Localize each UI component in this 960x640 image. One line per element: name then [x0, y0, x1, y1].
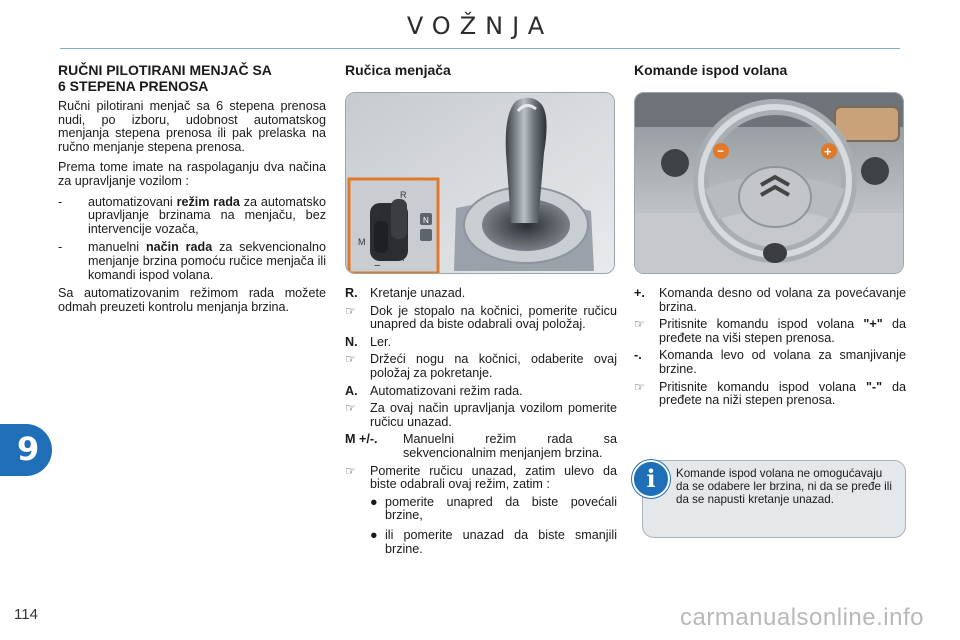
- instruction-row-neutral: ☞ Držeći nogu na kočnici, odaberite ovaj položaj za pokretanje.: [345, 352, 617, 380]
- intro-paragraph: Ručni pilotirani menjač sa 6 stepena prenosa nudi, po izboru, udobnost automatskog menjanja stepena prenosa ili pak prelaska na ručno menjanje stepena prenosa.: [58, 99, 326, 154]
- mode-text-bold: režim rada: [176, 194, 240, 209]
- mode-item-manual: [58, 241, 326, 282]
- pointing-hand-icon: ☞: [634, 317, 645, 332]
- mode-text-pre: manuelni: [88, 240, 146, 255]
- chapter-number: 9: [17, 430, 40, 468]
- bullet-dot-icon: ●: [370, 527, 378, 542]
- pointing-hand-icon: ☞: [345, 463, 356, 478]
- dash-marker: -: [58, 240, 63, 255]
- pointing-hand-icon: ☞: [345, 352, 356, 367]
- section-heading-gear-lever: Ručica menjača: [345, 62, 451, 78]
- automatic-takeover-paragraph: Sa automatizovanim režimom rada možete odmah preuzeti kontrolu menjanja brzina.: [58, 286, 326, 314]
- pointing-hand-icon: ☞: [634, 379, 645, 394]
- gate-label-a: A: [398, 253, 405, 263]
- instruction-row-plus: ☞ Pritisnite komandu ispod volana "+" da pređete na viši stepen prenosa.: [634, 317, 907, 345]
- mode-text-pre: automatizovani: [88, 194, 177, 209]
- info-note-text: Komande ispod volana ne omogućavaju da se odabere ler brzina, ni da se pređe ili da se napusti kretanje unazad.: [676, 467, 892, 506]
- paddle-plus-label: +: [824, 144, 832, 159]
- gate-label-n: N: [423, 216, 429, 225]
- watermark: carmanualsonline.info: [680, 604, 924, 631]
- instruction-row-manual: ☞ Pomerite ručicu unazad, zatim ulevo da biste odabrali ovaj režim, zatim :: [345, 463, 617, 492]
- gear-positions-list: [345, 287, 617, 562]
- gate-label-r: R: [400, 190, 407, 200]
- steering-controls-list: [634, 287, 906, 412]
- info-icon: i: [632, 460, 670, 498]
- dash-marker: -: [58, 194, 63, 209]
- mode-text-bold: način rada: [145, 240, 213, 255]
- heading-line-1: RUČNI PILOTIRANI MENJAČ SA: [58, 62, 272, 78]
- section-heading-gearbox: [58, 62, 333, 94]
- page-number: 114: [14, 606, 38, 623]
- control-row-plus: +. Komanda desno od volana za povećavanje brzina.: [634, 286, 906, 314]
- steering-wheel-photo: [634, 92, 904, 274]
- control-row-minus: -. Komanda levo od volana za smanjivanje brzine.: [634, 348, 906, 376]
- title-divider: [60, 48, 900, 49]
- bullet-item-downshift: ● ili pomerite unazad da biste smanjili brzine.: [370, 527, 617, 556]
- position-row-manual: M +/-. Manuelni režim rada sa sekvencionalnim menjanjem brzina.: [345, 432, 617, 460]
- instruction-row-minus: ☞ Pritisnite komandu ispod volana "-" da pređete na niži stepen prenosa.: [634, 379, 906, 408]
- bullet-dot-icon: ●: [370, 494, 378, 509]
- section-heading-steering-controls: Komande ispod volana: [634, 62, 788, 78]
- gear-lever-illustration: [346, 93, 614, 273]
- heading-line-2: 6 STEPENA PRENOSA: [58, 78, 209, 94]
- gate-label-minus: −: [374, 260, 381, 272]
- gate-label-m: M: [358, 237, 366, 247]
- chapter-title: VOŽNJA: [406, 12, 554, 40]
- instruction-row-reverse: ☞ Dok je stopalo na kočnici, pomerite ručicu unapred da biste odabrali ovaj položaj.: [345, 303, 617, 332]
- paddle-minus-label: −: [717, 144, 725, 158]
- bullet-item-upshift: ● pomerite unapred da biste povećali brzine,: [370, 494, 617, 523]
- position-row-reverse: R. Kretanje unazad.: [345, 286, 466, 300]
- mode-item-automatic: [58, 196, 326, 237]
- pointing-hand-icon: ☞: [345, 401, 356, 416]
- steering-wheel-illustration: [635, 93, 903, 273]
- intro-column: [58, 100, 326, 321]
- gear-lever-photo: [345, 92, 615, 274]
- gate-label-plus: +: [374, 208, 381, 220]
- instruction-row-automatic: ☞ Za ovaj način upravljanja vozilom pomerite ručicu unazad.: [345, 401, 617, 429]
- position-row-automatic: A. Automatizovani režim rada.: [345, 383, 523, 398]
- mode-text-post: za automatsko upravljanje brzinama na menjaču, bez intervencije vozača,: [88, 194, 326, 236]
- mode-text-post: za sekvencionalno menjanje brzina pomoću ručice menjača ili komandi ispod volana.: [88, 240, 326, 282]
- pointing-hand-icon: ☞: [345, 303, 356, 318]
- position-row-neutral: N. Ler.: [345, 334, 392, 349]
- modes-intro-paragraph: Prema tome imate na raspolaganju dva načina za upravljanje vozilom :: [58, 160, 326, 188]
